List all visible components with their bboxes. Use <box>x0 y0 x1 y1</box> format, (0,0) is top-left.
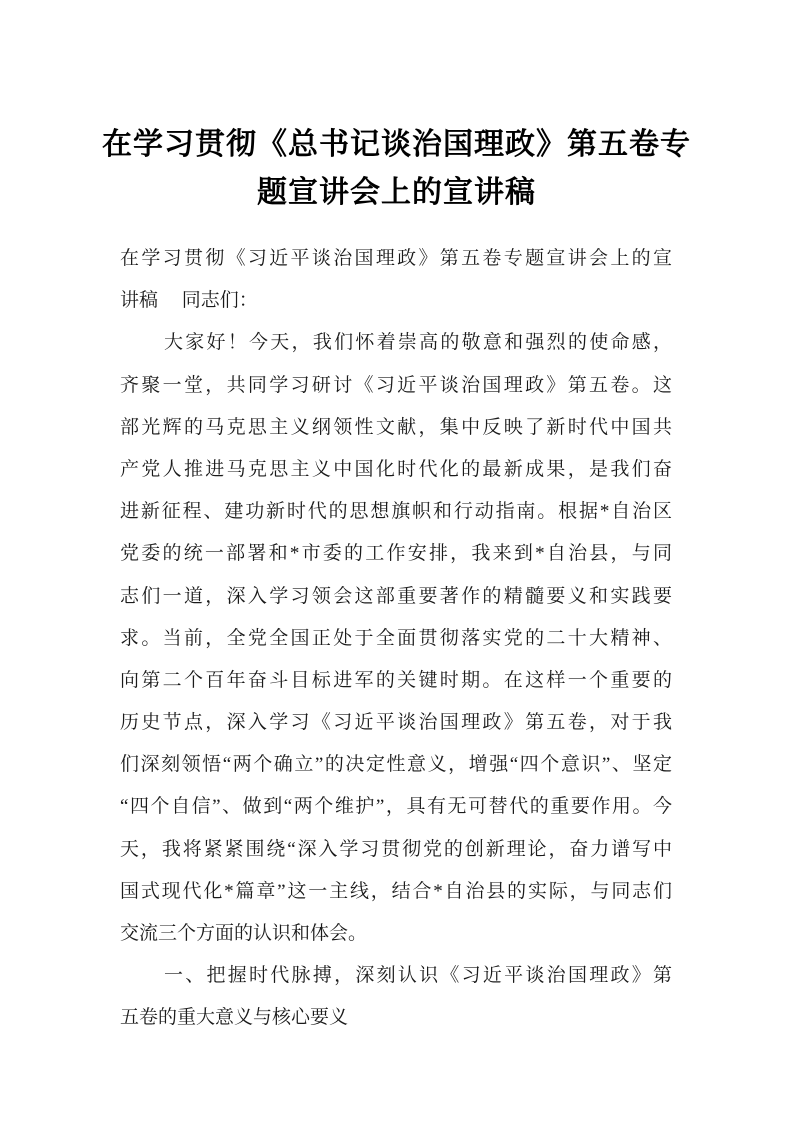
body-line: 志们一道，深入学习领会这部重要著作的精髓要义和实践要 <box>120 585 672 607</box>
body-line: 天，我将紧紧围绕“深入学习贯彻党的创新理论，奋力谱写中 <box>120 838 672 860</box>
body-line: 历史节点，深入学习《习近平谈治国理政》第五卷，对于我 <box>120 712 672 734</box>
body-line: “四个自信”、做到“两个维护”，具有无可替代的重要作用。今 <box>120 796 672 818</box>
document-body <box>120 238 672 1040</box>
document-title-line-2: 题宣讲会上的宣讲稿 <box>257 176 536 209</box>
body-line: 一、把握时代脉搏，深刻认识《习近平谈治国理政》第 <box>164 965 672 987</box>
body-line: 五卷的重大意义与核心要义 <box>120 1007 349 1029</box>
body-line: 们深刻领悟“两个确立”的决定性意义，增强“四个意识”、坚定 <box>120 754 672 776</box>
body-line: 向第二个百年奋斗目标进军的关键时期。在这样一个重要的 <box>120 669 672 691</box>
body-line: 齐聚一堂，共同学习研讨《习近平谈治国理政》第五卷。这 <box>120 374 672 396</box>
body-line: 部光辉的马克思主义纲领性文献，集中反映了新时代中国共 <box>120 416 672 438</box>
body-line: 求。当前，全党全国正处于全面贯彻落实党的二十大精神、 <box>120 627 672 649</box>
body-line: 讲稿 同志们： <box>120 290 258 312</box>
body-line: 在学习贯彻《习近平谈治国理政》第五卷专题宣讲会上的宣 <box>120 248 672 269</box>
body-line: 产党人推进马克思主义中国化时代化的最新成果，是我们奋 <box>120 458 672 480</box>
body-line: 大家好！今天，我们怀着崇高的敬意和强烈的使命感， <box>164 332 672 354</box>
body-line: 党委的统一部署和*市委的工作安排，我来到*自治县，与同 <box>120 543 672 565</box>
body-line: 交流三个方面的认识和体会。 <box>120 923 368 944</box>
document-title-line-1: 在学习贯彻《总书记谈治国理政》第五卷专 <box>102 128 691 161</box>
body-line: 国式现代化*篇章”这一主线，结合*自治县的实际，与同志们 <box>120 880 672 902</box>
document-title <box>97 121 696 217</box>
body-line: 进新征程、建功新时代的思想旗帜和行动指南。根据*自治区 <box>120 501 672 523</box>
